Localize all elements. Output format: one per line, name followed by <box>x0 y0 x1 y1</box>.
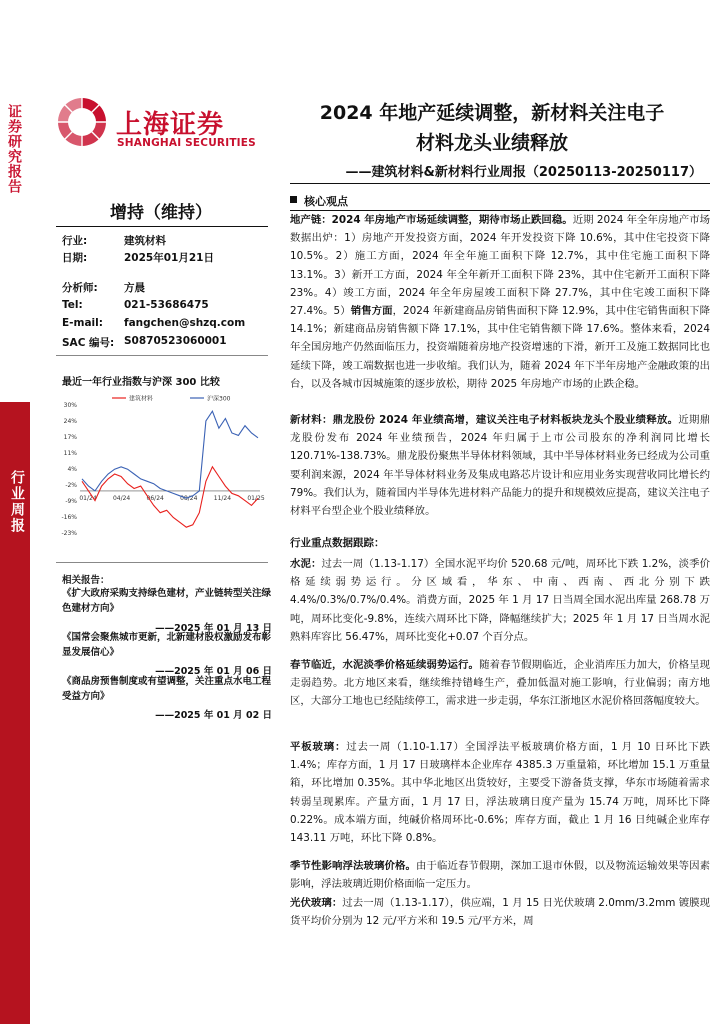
series-line-building-materials <box>82 467 258 527</box>
logo-icon <box>56 96 108 148</box>
y-tick-label: -9% <box>65 498 77 505</box>
x-tick-label: 01/25 <box>247 494 265 502</box>
logo-text-cn: 上海证券 <box>116 110 225 140</box>
meta-key: Tel: <box>62 299 83 311</box>
meta-key: 日期: <box>62 252 88 264</box>
meta-divider <box>56 355 268 356</box>
para-lead: 水泥： <box>290 558 322 570</box>
meta-value-analyst: 方晨 <box>124 282 145 294</box>
para-body: 过去一周（1.13-1.17）全国水泥平均价 520.68 元/吨，周环比下跌 1.2%，淡季价格延续弱势运行。分区域看，华东、中南、西南、西北分别下跌 4.4%/0.3%/0.7%/0.4%。消费方面，2025 年 1 月 17 日当周全国水泥出库量 268.78 万吨，周环比变化-9.8%，连续六周环比下降，降幅继续扩大；2025 年 1 月 17 日当周水泥熟料库容比 56.47%，周环比变化+0.07 个百分点。 <box>290 558 710 643</box>
y-tick-label: -2% <box>65 482 77 489</box>
para-body: 过去一周（1.13-1.17），供应端，1 月 15 日光伏玻璃 2.0mm/3.2mm 镀膜现货平均价分别为 12 元/平方米和 19.5 元/平方米，周 <box>290 897 711 928</box>
para-lead: 光伏玻璃： <box>290 897 343 909</box>
x-tick-label: 11/24 <box>213 494 232 502</box>
para-body: 近期鼎龙股份发布 2024 年业绩预告，2024 年归属于上市公司股东的净利润同比增长 120.71%-138.73%。鼎龙股份聚焦半导体材料领域，其中半导体材料业务已经成为公司重要利润来源，2024 年半导体材料业务及集成电路芯片设计和应用业务实现营收同比增长约 79%。我们认为，随着国内半导体先进材料产品能力的提升和规模效应提高，建议关注电子材料平台型企业个股业绩释放。 <box>290 414 710 518</box>
meta-value-sac: S0870523060001 <box>124 335 227 347</box>
side-label-weekly: 行业周报 <box>9 470 25 534</box>
para-body: 由于临近春节假期，深加工退市休假，以及物流运输效果等因素影响，浮法玻璃近期价格面临一定压力。 <box>290 860 711 891</box>
meta-key: E-mail: <box>62 317 103 329</box>
para-cement-season <box>290 656 710 711</box>
related-date-3: ——2025 年 01 月 02 日 <box>155 710 272 721</box>
y-tick-label: 17% <box>63 434 77 441</box>
para-body: 过去一周（1.10-1.17）全国浮法平板玻璃价格方面，1 月 10 日环比下跌 1.4%；库存方面，1 月 17 日玻璃样本企业库存 4385.3 万重量箱，环比增加 15.1 万重量箱，环比增加 0.35%。其中华北地区出货较好，主要受下游备货支撑，华东市场随着需求转弱呈现累库。产量方面，1 月 17 日，浮法玻璃日度产量为 15.74 万吨，周环比下降 0.22%。成本端方面，纯碱价格周环比-0.6%；库存方面，截止 1 月 16 日纯碱企业库存 143.11 万吨，环比下降 0.8%。 <box>290 741 711 845</box>
para-lead: 春节临近，水泥淡季价格延续弱势运行。 <box>290 659 480 671</box>
core-view-heading: 核心观点 <box>304 195 348 208</box>
meta-value-date: 2025年01月21日 <box>124 252 214 264</box>
para-body: ，2024 年新建商品房销售面积下降 12.9%，其中住宅销售面积下降 14.1%；新建商品房销售额下降 17.1%，其中住宅销售额下降 17.6%。整体来看，2024 年全国房地产仍然面临压力，投资端随着房地产投资增速的下滑，新开工及施工数据同比也延续下降，竣工端数据也进一步收缩。我们认为，随着 2024 年下半年房地产金融政策的出台，以及各城市因城施策的逐步放松，期待 2025 年房地产市场的止跌企稳。 <box>290 305 711 390</box>
meta-key: 分析师: <box>62 282 98 294</box>
para-lead: 销售方面 <box>350 305 393 318</box>
rating-divider <box>56 226 268 227</box>
x-tick-label: 06/24 <box>146 494 164 502</box>
y-tick-label: 30% <box>63 402 77 409</box>
legend-label: 沪深300 <box>207 395 231 403</box>
related-report-1[interactable]: 《扩大政府采购支持绿色建材，产业链转型关注绿色建材方向》 <box>62 588 272 614</box>
report-subtitle: ——建筑材料&新材料行业周报（20250113-20250117） <box>345 165 702 180</box>
related-title: 相关报告： <box>62 575 110 586</box>
logo-text-en: SHANGHAI SECURITIES <box>117 137 256 149</box>
para-cement <box>290 555 710 646</box>
y-tick-label: 4% <box>67 466 77 473</box>
related-date-2: ——2025 年 01 月 06 日 <box>155 666 272 677</box>
index-comparison-chart <box>56 390 268 536</box>
x-tick-label: 01/24 <box>79 494 97 502</box>
report-title-line1: 2024 年地产延续调整，新材料关注电子 <box>319 102 665 124</box>
x-tick-label: 08/24 <box>180 494 198 502</box>
para-lead: 季节性影响浮法玻璃价格。 <box>290 860 417 872</box>
related-divider <box>56 562 268 563</box>
meta-key: SAC 编号: <box>62 337 115 349</box>
legend-label: 建筑材料 <box>129 395 154 403</box>
y-tick-label: -16% <box>61 514 77 521</box>
tracking-heading: 行业重点数据跟踪： <box>290 537 385 549</box>
para-body: 随着春节假期临近，企业消库压力加大，价格呈现走弱趋势。北方地区来看，继续维持错峰生产，叠加低温对施工影响，行业偏弱；南方地区，大部分工地也已经陆续停工，需求进一步走弱，华东江浙地区水泥价格回落幅度较大。 <box>290 659 711 708</box>
y-tick-label: 24% <box>63 418 77 425</box>
rating-label: 增持（维持） <box>110 203 212 223</box>
related-report-2[interactable]: 《国常会聚焦城市更新，北新建材股权激励发布彰显发展信心》 <box>62 632 272 658</box>
para-real-estate <box>290 211 710 393</box>
y-tick-label: 11% <box>63 450 77 457</box>
para-body: 近期 2024 年全年房地产市场数据出炉：1）房地产开发投资方面，2024 年开发投资下降 10.6%，其中住宅投资下降 10.5%。2）施工方面，2024 年全年施工面积下降 12.7%，其中住宅施工面积下降 13.1%。3）新开工方面，2024 年全年新开工面积下降 23%，其中住宅新开工面积下降 23%。4）竣工方面，2024 年全年房屋竣工面积下降 27.7%，其中住宅竣工面积下降 27.4%。5） <box>290 214 710 318</box>
section-bullet <box>290 196 297 203</box>
y-tick-label: -23% <box>61 530 77 536</box>
x-tick-label: 04/24 <box>112 494 131 502</box>
para-pv-glass <box>290 894 710 930</box>
para-flat-glass <box>290 738 710 847</box>
related-date-1: ——2025 年 01 月 13 日 <box>155 623 272 634</box>
meta-key: 行业: <box>62 235 88 247</box>
para-lead: 平板玻璃： <box>290 741 347 753</box>
report-title-line2: 材料龙头业绩释放 <box>415 132 568 154</box>
para-lead: 新材料：鼎龙股份 2024 年业绩高增，建议关注电子材料板块龙头个股业绩释放。 <box>290 414 679 426</box>
meta-value-tel: 021-53686475 <box>124 299 209 311</box>
side-label-report-type: 证券研究报告 <box>6 104 22 194</box>
para-new-materials <box>290 411 710 520</box>
para-lead: 地产链：2024 年房地产市场延续调整，期待市场止跌回稳。 <box>290 214 573 226</box>
meta-value-email[interactable]: fangchen@shzq.com <box>124 317 246 329</box>
para-glass-season <box>290 857 710 893</box>
chart-title: 最近一年行业指数与沪深 300 比较 <box>62 377 220 388</box>
related-report-3[interactable]: 《商品房预售制度或有望调整，关注重点水电工程受益方向》 <box>62 676 272 702</box>
series-line-csi300 <box>82 411 258 498</box>
title-divider <box>290 183 710 184</box>
meta-value-industry: 建筑材料 <box>124 235 166 247</box>
